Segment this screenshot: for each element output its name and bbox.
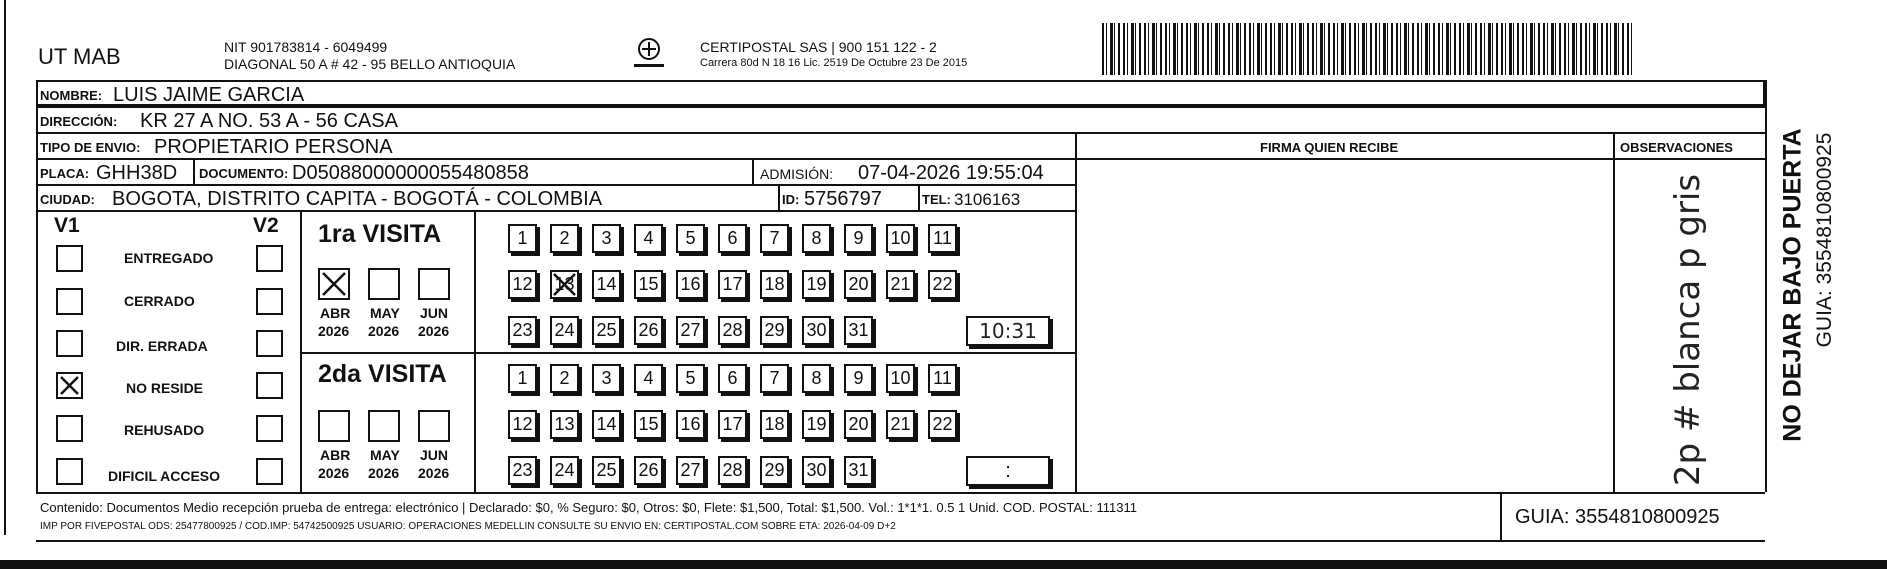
day-box[interactable]: 1 [508,224,537,253]
day-box[interactable]: 28 [718,316,747,345]
carrier-address: Carrera 80d N 18 16 Lic. 2519 De Octubre 23 De 2015 [700,57,968,69]
side-warning: NO DEJAR BAJO PUERTA [1778,128,1807,442]
v2-checkbox-5[interactable] [256,415,283,442]
day-box[interactable]: 12 [508,410,537,439]
day-box[interactable]: 17 [718,270,747,299]
day-box[interactable]: 4 [634,224,663,253]
v1-checkbox-4[interactable] [56,372,83,399]
ciudad-value: BOGOTA, DISTRITO CAPITA - BOGOTÁ - COLOMBIA [112,188,603,210]
day-box[interactable]: 7 [760,364,789,393]
day-box[interactable]: 12 [508,270,537,299]
month-label: ABR [320,447,351,463]
status-option-label: CERRADO [124,293,195,309]
status-option-label: DIR. ERRADA [116,338,208,354]
v1-checkbox-3[interactable] [56,330,83,357]
v2-checkbox-6[interactable] [256,458,283,485]
day-box[interactable]: 13 [550,410,579,439]
day-box[interactable]: 14 [592,410,621,439]
placa-value: GHH38D [96,162,178,184]
day-box[interactable]: 5 [676,224,705,253]
day-box[interactable]: 21 [886,270,915,299]
month-checkbox-may[interactable] [368,268,400,300]
day-box[interactable]: 15 [634,410,663,439]
v1-label: V1 [54,214,80,237]
day-box[interactable]: 18 [760,410,789,439]
barcode [1102,23,1632,75]
left-edge-line [4,0,6,535]
company-nit: NIT 901783814 - 6049499 [224,39,388,55]
year-label: 2026 [368,323,400,339]
month-label: ABR [320,305,351,321]
first-visit-label: 1ra VISITA [318,220,442,248]
footer-line1: Contenido: Documentos Medio recepción prueba de entrega: electrónico | Declarado: $0, % Seguro: $0, Otros: $0, Flete: $1,500, Total: $1,500. Vol.: 1*1*1. 0.5 1 Unid. COD. POSTAL: 111311 [40,500,1137,515]
month-label: MAY [370,447,400,463]
documento-value: D05088000000055480858 [292,162,529,184]
day-box[interactable]: 29 [760,316,789,345]
v2-checkbox-4[interactable] [256,372,283,399]
day-box[interactable]: 31 [844,456,873,485]
month-label: JUN [420,305,449,321]
bottom-edge-bar [0,560,1887,569]
year-label: 2026 [368,465,400,481]
day-box[interactable]: 16 [676,410,705,439]
certipostal-logo-icon [630,36,668,76]
day-box[interactable]: 24 [550,316,579,345]
admision-value: 07-04-2026 19:55:04 [858,162,1044,184]
day-box[interactable]: 26 [634,456,663,485]
v1-checkbox-5[interactable] [56,415,83,442]
v2-checkbox-2[interactable] [256,288,283,315]
id-value: 5756797 [804,188,882,210]
firma-label: FIRMA QUIEN RECIBE [1260,140,1399,155]
day-box[interactable]: 30 [802,316,831,345]
day-box[interactable]: 5 [676,364,705,393]
carrier-name: CERTIPOSTAL SAS | 900 151 122 - 2 [700,39,937,55]
time-box[interactable]: 10:31 [966,316,1050,346]
status-option-label: ENTREGADO [124,250,214,266]
side-guia: GUIA: 3554810800925 [1813,132,1836,348]
v2-label: V2 [253,214,279,237]
month-label: MAY [370,305,400,321]
day-box[interactable]: 2 [550,224,579,253]
status-option-label: NO RESIDE [126,380,204,396]
day-box[interactable]: 27 [676,456,705,485]
observaciones-label: OBSERVACIONES [1620,140,1733,155]
day-box[interactable]: 20 [844,270,873,299]
time-box[interactable]: : [966,456,1050,486]
admision-label: ADMISIÓN: [760,166,834,182]
day-box[interactable]: 27 [676,316,705,345]
day-box[interactable]: 10 [886,364,915,393]
day-box[interactable]: 13 [550,270,579,299]
v1-checkbox-1[interactable] [56,245,83,272]
v1-checkbox-6[interactable] [56,458,83,485]
day-box[interactable]: 22 [928,270,957,299]
v1-checkbox-2[interactable] [56,288,83,315]
day-box[interactable]: 25 [592,456,621,485]
year-label: 2026 [318,323,350,339]
day-box[interactable]: 23 [508,456,537,485]
day-box[interactable]: 4 [634,364,663,393]
v2-checkbox-1[interactable] [256,245,283,272]
day-box[interactable]: 11 [928,224,957,253]
direccion-label: DIRECCIÓN: [40,114,118,129]
day-box[interactable]: 19 [802,410,831,439]
day-box[interactable]: 31 [844,316,873,345]
day-box[interactable]: 3 [592,224,621,253]
day-box[interactable]: 11 [928,364,957,393]
second-visit-label: 2da VISITA [318,360,447,388]
day-box[interactable]: 14 [592,270,621,299]
day-box[interactable]: 29 [760,456,789,485]
day-box[interactable]: 9 [844,224,873,253]
month-checkbox-jun[interactable] [418,410,450,442]
id-label: ID: [782,192,800,207]
status-option-label: DIFICIL ACCESO [108,468,221,484]
month-checkbox-abr[interactable] [318,410,350,442]
v2-checkbox-3[interactable] [256,330,283,357]
nombre-label: NOMBRE: [40,88,103,103]
day-box[interactable]: 2 [550,364,579,393]
day-box[interactable]: 8 [802,224,831,253]
month-checkbox-jun[interactable] [418,268,450,300]
day-box[interactable]: 24 [550,456,579,485]
year-label: 2026 [418,323,450,339]
day-box[interactable]: 6 [718,364,747,393]
day-box[interactable]: 18 [760,270,789,299]
company-name: UT MAB [38,44,121,69]
footer-guia: GUIA: 3554810800925 [1515,506,1720,528]
nombre-value: LUIS JAIME GARCIA [113,84,305,106]
day-box[interactable]: 22 [928,410,957,439]
day-box[interactable]: 28 [718,456,747,485]
day-box[interactable]: 10 [886,224,915,253]
month-checkbox-may[interactable] [368,410,400,442]
status-option-label: REHUSADO [124,422,205,438]
day-box[interactable]: 1 [508,364,537,393]
day-box[interactable]: 19 [802,270,831,299]
day-box[interactable]: 30 [802,456,831,485]
day-box[interactable]: 6 [718,224,747,253]
documento-label: DOCUMENTO: [199,166,289,181]
placa-label: PLACA: [40,166,90,181]
tipo-envio-label: TIPO DE ENVIO: [40,140,141,155]
footer-line2: IMP POR FIVEPOSTAL ODS: 25477800925 / COD.IMP: 54742500925 USUARIO: OPERACIONES MEDELLIN CONSULTE SU ENVIO EN: CERTIPOSTAL.COM SOBRE ETA: 2026-04-09 D+2 [40,521,896,532]
direccion-value: KR 27 A NO. 53 A - 56 CASA [140,110,398,132]
tipo-envio-value: PROPIETARIO PERSONA [154,136,393,158]
day-box[interactable]: 9 [844,364,873,393]
day-box[interactable]: 15 [634,270,663,299]
day-box[interactable]: 26 [634,316,663,345]
day-box[interactable]: 7 [760,224,789,253]
year-label: 2026 [418,465,450,481]
month-label: JUN [420,447,449,463]
day-box[interactable]: 25 [592,316,621,345]
day-box[interactable]: 17 [718,410,747,439]
day-box[interactable]: 23 [508,316,537,345]
tel-label: TEL: [922,192,951,207]
tel-value: 3106163 [954,190,1021,209]
month-checkbox-abr[interactable] [318,268,350,300]
day-box[interactable]: 8 [802,364,831,393]
ciudad-label: CIUDAD: [40,192,95,207]
day-box[interactable]: 3 [592,364,621,393]
year-label: 2026 [318,465,350,481]
observations-handwriting: 2p # blanca p gris [1668,173,1708,487]
company-address: DIAGONAL 50 A # 42 - 95 BELLO ANTIOQUIA [224,56,516,72]
day-box[interactable]: 21 [886,410,915,439]
day-box[interactable]: 20 [844,410,873,439]
day-box[interactable]: 16 [676,270,705,299]
